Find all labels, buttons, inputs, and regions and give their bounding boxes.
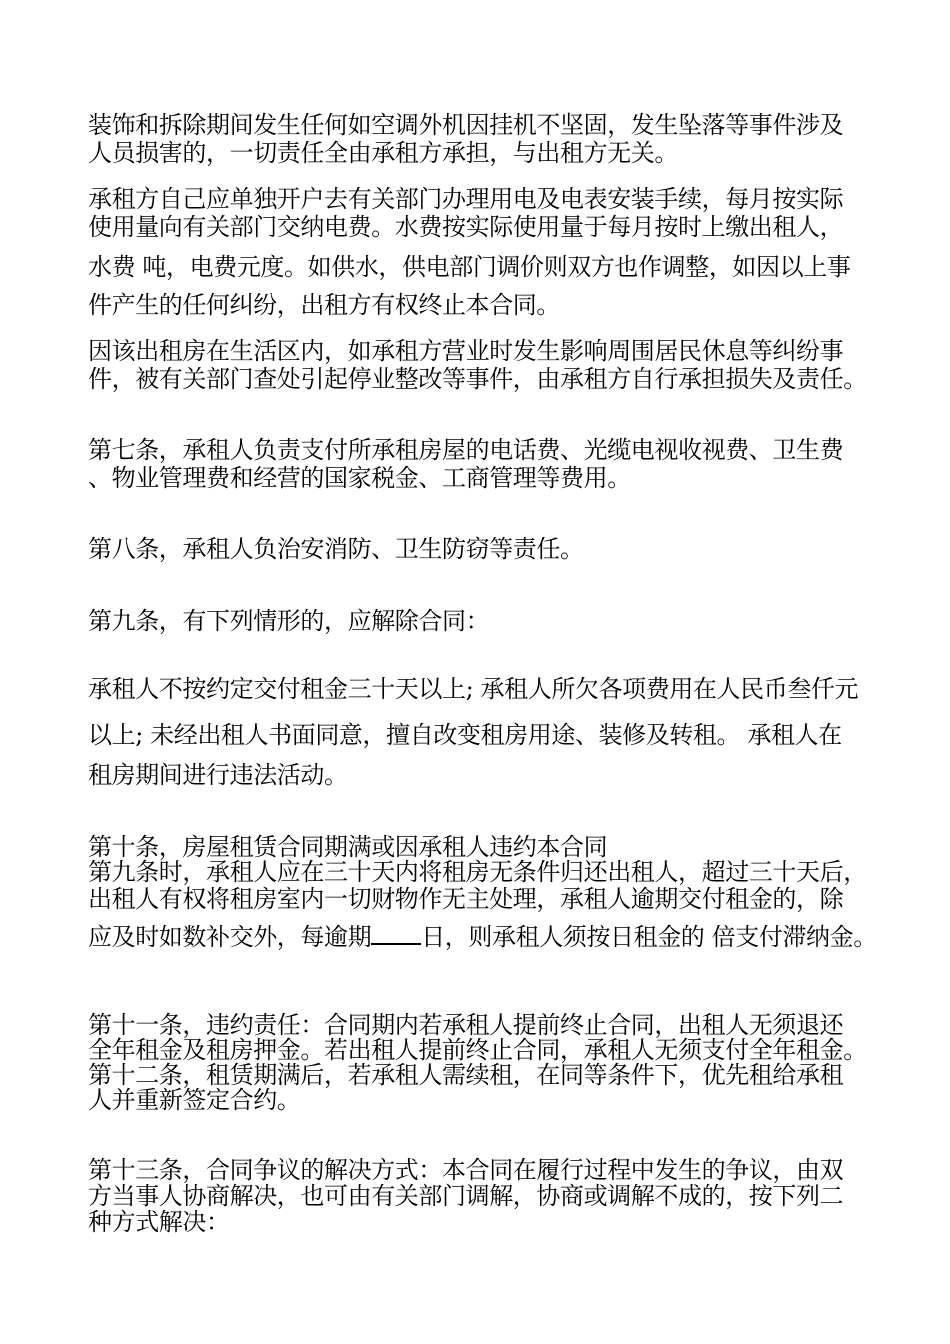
article-8-line: 第八条，承租人负治安消防、卫生防窃等责任。 xyxy=(88,535,584,563)
article-13-line: 第十三条，合同争议的解决方式：本合同在履行过程中发生的争议，由双 xyxy=(88,1156,844,1184)
article-10-line: 第十条，房屋租赁合同期满或因承租人违约本合同 xyxy=(88,833,608,861)
paragraph-line: 使用量向有关部门交纳电费。水费按实际使用量于每月按时上缴出租人， xyxy=(88,213,844,241)
paragraph-line: 水费 吨，电费元度。如供水，供电部门调价则双方也作调整，如因以上事 xyxy=(88,253,851,281)
article-13-line: 方当事人协商解决，也可由有关部门调解，协商或调解不成的，按下列二 xyxy=(88,1182,844,1210)
paragraph-line: 承租人不按约定交付租金三十天以上; 承租人所欠各项费用在人民币叁仟元 xyxy=(88,675,859,703)
article-7-line: 、物业管理费和经营的国家税金、工商管理等费用。 xyxy=(88,464,631,492)
article-9-line: 第九条，有下列情形的，应解除合同： xyxy=(88,607,490,635)
article-11-line: 全年租金及租房押金。若出租人提前终止合同，承租人无须支付全年租金。 xyxy=(88,1036,867,1064)
paragraph-line: 因该出租房在生活区内，如承租方营业时发生影响周围居民休息等纠纷事 xyxy=(88,337,844,365)
article-10-line: 出租人有权将租房室内一切财物作无主处理，承租人逾期交付租金的，除 xyxy=(88,885,844,913)
paragraph-line: 承租方自己应单独开户去有关部门办理用电及电表安装手续，每月按实际 xyxy=(88,185,844,213)
article-11-line: 第十一条，违约责任：合同期内若承租人提前终止合同，出租人无须退还 xyxy=(88,1011,844,1039)
paragraph-line: 租房期间进行违法活动。 xyxy=(88,761,348,789)
paragraph-line: 件，被有关部门查处引起停业整改等事件，由承租方自行承担损失及责任。 xyxy=(88,365,867,393)
article-12-line: 第十二条，租赁期满后，若承租人需续租，在同等条件下，优先租给承租 xyxy=(88,1061,844,1089)
late-payment-after: 日，则承租人须按日租金的 倍支付滞纳金。 xyxy=(421,923,877,951)
late-payment-line xyxy=(88,924,877,950)
paragraph-line: 以上; 未经出租人书面同意，擅自改变租房用途、装修及转租。 承租人在 xyxy=(88,721,842,749)
article-13-line: 种方式解决： xyxy=(88,1208,230,1236)
paragraph-line: 人员损害的，一切责任全由承租方承担，与出租方无关。 xyxy=(88,139,678,167)
fill-in-blank[interactable] xyxy=(371,925,421,945)
article-12-line: 人并重新签定合约。 xyxy=(88,1086,301,1114)
late-payment-before: 应及时如数补交外，每逾期 xyxy=(88,923,372,951)
article-7-line: 第七条，承租人负责支付所承租房屋的电话费、光缆电视收视费、卫生费 xyxy=(88,436,844,464)
article-10-line: 第九条时，承租人应在三十天内将租房无条件归还出租人，超过三十天后， xyxy=(88,858,867,886)
paragraph-line: 件产生的任何纠纷，出租方有权终止本合同。 xyxy=(88,291,560,319)
paragraph-line: 装饰和拆除期间发生任何如空调外机因挂机不坚固，发生坠落等事件涉及 xyxy=(88,111,844,139)
